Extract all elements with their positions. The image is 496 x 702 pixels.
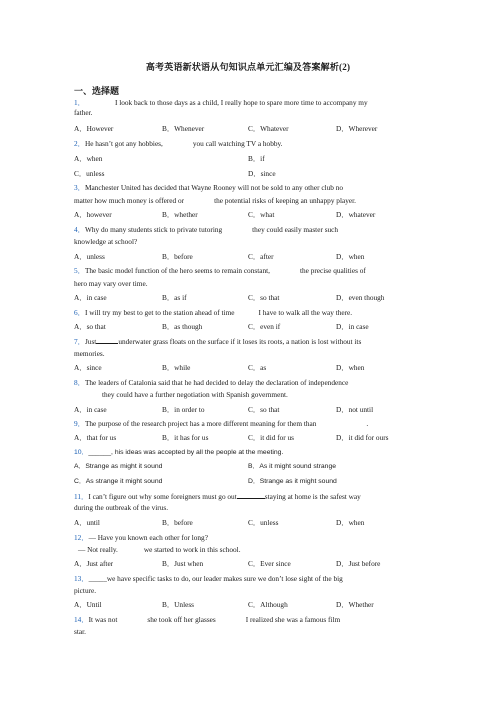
answer-blank xyxy=(117,615,147,622)
option-d[interactable]: D．when xyxy=(336,363,365,372)
page-title: 高考英语新状语从句知识点单元汇编及答案解析(2) xyxy=(145,62,351,72)
question-number: 3． xyxy=(74,183,85,192)
option-b[interactable]: B．before xyxy=(162,518,193,527)
option-d[interactable]: D．when xyxy=(336,518,365,527)
option-a[interactable]: A．Strange as might it sound xyxy=(74,463,163,470)
option-a[interactable]: A．Just after xyxy=(74,559,114,568)
option-d[interactable]: D．when xyxy=(336,252,365,261)
option-c[interactable]: C．Whatever xyxy=(248,124,289,133)
answer-blank xyxy=(184,196,214,203)
option-d[interactable]: D．Just before xyxy=(336,559,381,568)
question-number: 10． xyxy=(74,449,89,456)
question-number: 7． xyxy=(74,337,85,346)
option-b[interactable]: B．if xyxy=(248,154,265,163)
option-a[interactable]: A．that for us xyxy=(74,433,117,442)
option-d[interactable]: D．not until xyxy=(336,405,374,414)
question-3-line-2: matter how much money is offered or the potential risks of keeping an unhappy player. xyxy=(74,196,356,205)
question-11-line-1: 11．I can’t figure out why some foreigners must go out staying at home is the safest way xyxy=(74,492,361,501)
question-number: 11． xyxy=(74,492,89,501)
answer-blank xyxy=(237,491,265,499)
question-12-line-2: — Not really. we started to work in this school. xyxy=(78,545,241,554)
question-number: 2． xyxy=(74,139,85,148)
option-a[interactable]: A．Until xyxy=(74,600,102,609)
answer-blank: _____ xyxy=(88,574,107,583)
option-a[interactable]: A．however xyxy=(74,210,112,219)
option-c[interactable]: C．even if xyxy=(248,322,281,331)
option-a[interactable]: A．since xyxy=(74,363,102,372)
option-c[interactable]: C．Although xyxy=(248,600,288,609)
question-8-line-2: they could have a further negotiation with Spanish government. xyxy=(74,390,288,399)
option-a[interactable]: A．in case xyxy=(74,293,107,302)
question-4-line-1: 4．Why do many students stick to private tutoring they could easily master such xyxy=(74,225,339,234)
question-1-line-1: 1． I look back to those days as a child, I really hope to spare more time to accompany my xyxy=(74,98,368,107)
question-9-line-1: 9．The purpose of the research project has a more different meaning for them than . xyxy=(74,419,369,428)
question-13-line-2: picture. xyxy=(74,586,97,595)
option-d[interactable]: D．since xyxy=(248,169,276,178)
option-a[interactable]: A．However xyxy=(74,124,114,133)
option-a[interactable]: A．so that xyxy=(74,322,106,331)
option-b[interactable]: B．Unless xyxy=(162,600,195,609)
answer-blank xyxy=(163,139,193,146)
question-number: 1． xyxy=(74,98,85,107)
option-c[interactable]: C．so that xyxy=(248,405,280,414)
option-d[interactable]: D．even though xyxy=(336,293,385,302)
option-d[interactable]: D．Whether xyxy=(336,600,374,609)
option-b[interactable]: B．As it might sound strange xyxy=(248,463,337,470)
question-number: 6． xyxy=(74,308,85,317)
option-d[interactable]: D．Strange as it might sound xyxy=(248,478,337,485)
question-number: 12． xyxy=(74,533,89,542)
question-number: 8． xyxy=(74,378,85,387)
question-14-line-1: 14．It was not she took off her glasses I realized she was a famous film xyxy=(74,615,341,624)
option-d[interactable]: D．it did for ours xyxy=(336,433,389,442)
question-number: 13． xyxy=(74,574,89,583)
answer-blank xyxy=(316,419,366,426)
option-c[interactable]: C．after xyxy=(248,252,274,261)
option-c[interactable]: C．as xyxy=(248,363,267,372)
option-c[interactable]: C．so that xyxy=(248,293,280,302)
question-11-line-2: during the outbreak of the virus. xyxy=(74,503,169,512)
answer-blank xyxy=(118,545,144,552)
option-b[interactable]: B．in order to xyxy=(162,405,205,414)
option-b[interactable]: B．whether xyxy=(162,210,198,219)
answer-blank xyxy=(216,615,246,622)
question-14-line-2: star. xyxy=(74,627,86,636)
question-number: 5． xyxy=(74,266,85,275)
question-8-line-1: 8．The leaders of Catalonia said that he had decided to delay the declaration of independence xyxy=(74,378,349,387)
question-3-line-1: 3．Manchester United has decided that Wayne Rooney will not be sold to any other club no xyxy=(74,183,344,192)
question-4-line-2: knowledge at school? xyxy=(74,237,138,246)
question-12-line-1: 12．— Have you known each other for long? xyxy=(74,533,208,542)
option-c[interactable]: C．it did for us xyxy=(248,433,295,442)
question-number: 4． xyxy=(74,225,85,234)
question-6-line-1: 6．I will try my best to get to the station ahead of time I have to walk all the way there. xyxy=(74,308,353,317)
question-number: 9． xyxy=(74,419,85,428)
answer-blank xyxy=(85,98,115,105)
option-b[interactable]: B．Whenever xyxy=(162,124,205,133)
answer-blank xyxy=(235,308,259,315)
option-a[interactable]: A．in case xyxy=(74,405,107,414)
option-c[interactable]: C．unless xyxy=(248,518,279,527)
option-c[interactable]: C．Ever since xyxy=(248,559,291,568)
option-a[interactable]: A．when xyxy=(74,154,103,163)
option-b[interactable]: B．it has for us xyxy=(162,433,209,442)
option-d[interactable]: D．whatever xyxy=(336,210,376,219)
section-heading: 一、选择题 xyxy=(74,86,120,96)
option-d[interactable]: D．Wherever xyxy=(336,124,378,133)
option-b[interactable]: B．while xyxy=(162,363,191,372)
option-a[interactable]: A．unless xyxy=(74,252,105,261)
answer-blank xyxy=(74,390,102,397)
question-5-line-1: 5．The basic model function of the hero seems to remain constant, the precise qualities of xyxy=(74,266,366,275)
option-b[interactable]: B．as though xyxy=(162,322,203,331)
option-b[interactable]: B．as if xyxy=(162,293,187,302)
question-10-line-1: 10．______, his ideas was accepted by all the people at the meeting. xyxy=(74,449,284,456)
question-13-line-1: 13．_____we have specific tasks to do, our leader makes sure we don’t lose sight of the big xyxy=(74,574,343,583)
option-c[interactable]: C．As strange it might sound xyxy=(74,478,163,485)
option-d[interactable]: D．in case xyxy=(336,322,369,331)
answer-blank xyxy=(96,336,118,344)
option-c[interactable]: C．unless xyxy=(74,169,105,178)
answer-blank xyxy=(222,225,252,232)
question-7-line-2: memories. xyxy=(74,349,105,358)
answer-blank: ______ xyxy=(88,449,112,456)
option-a[interactable]: A．until xyxy=(74,518,100,527)
option-c[interactable]: C．what xyxy=(248,210,275,219)
answer-blank xyxy=(270,266,300,273)
question-number: 14． xyxy=(74,615,89,624)
question-5-line-2: hero may vary over time. xyxy=(74,279,148,288)
question-2-line-1: 2．He hasn’t got any hobbies, you call watching TV a hobby. xyxy=(74,139,283,148)
question-1-line-2: father. xyxy=(74,108,93,117)
option-b[interactable]: B．before xyxy=(162,252,193,261)
question-7-line-1: 7．Just underwater grass floats on the surface if it loses its roots, a nation is lost without its xyxy=(74,337,362,346)
option-b[interactable]: B．Just when xyxy=(162,559,204,568)
